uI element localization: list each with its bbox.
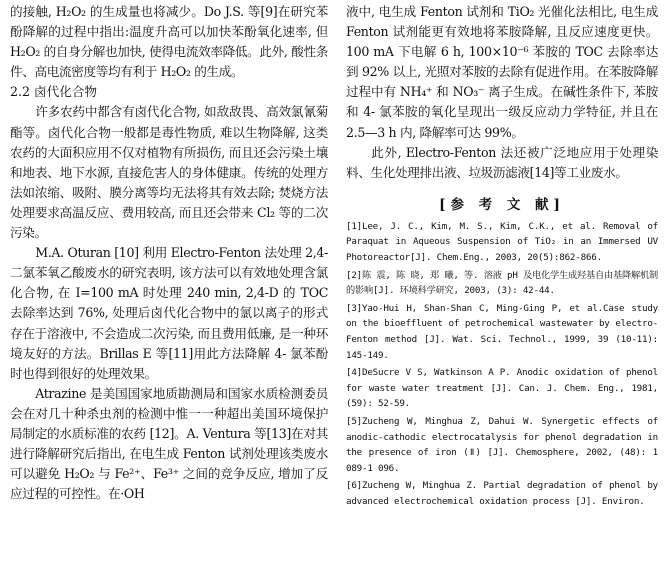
paragraph-halogenated-pesticides: 许多农药中都含有卤代化合物, 如敌敌畏、高效氯氰菊酯等。卤代化合物一般都是毒性物质, 难以生物降解, 这类农药的大面积应用不仅对植物有所损伤, 而且还会污染土壤和地表、地下水源, 直接危害人的身体健康。传统的处理方法如浓缩、吸附、膜分离等均无法将其有效去除; 焚烧方法处理要求高温反应、费用较高, 而且还会带来 Cl₂ 等的二次污染。	[10, 104, 328, 241]
right-column	[346, 2, 658, 512]
paragraph-oturan-study: M.A. Oturan [10] 利用 Electro-Fenton 法处理 2,4- 二氯苯氧乙酸废水的研究表明, 该方法可以有效地处理含氯化合物, 在 I=100 mA 时处理 240 min, 2,4-D 的 TOC 去除率达到 76%, 处理后卤代化合物中的氯以离子的形式存在于溶液中, 不会造成二次污染, 而且费用低廉, 是一种环境友好的方法。Brillas E 等[11]用此方法降解 4- 氯苯酚时也得到很好的处理效果。	[10, 245, 328, 381]
reference-item: [2]陈 震, 陈 晓, 郑 曦, 等. 溶液 pH 及电化学生成羟基自由基降解机制的影响[J]. 环境科学研究, 2003, (3): 42-44.	[346, 269, 658, 297]
left-column	[10, 2, 328, 504]
reference-item: [1]Lee, J. C., Kim, M. S., Kim, C.K., et al. Removal of Paraquat in Aqueous Suspension of TiO₂ in an Immersed UV Photoreactor[J]. Chem.Eng., 2003, 20(5):862-866.	[346, 220, 658, 264]
section-heading-halogenated-compounds: 2.2 卤代化合物	[10, 84, 98, 100]
paragraph-industrial-applications: 此外, Electro-Fenton 法还被广泛地应用于处理染料、生化处理排出液、垃圾沥滤液[14]等工业废水。	[346, 144, 658, 180]
references-title: [参 考 文 献]	[439, 196, 565, 213]
paragraph-aniline-degradation: 液中, 电生成 Fenton 试剂和 TiO₂ 光催化法相比, 电生成 Fenton 试剂能更有效地将苯胺降解, 且反应速度更快。100 mA 下电解 6 h, 100×10⁻⁶ 苯胺的 TOC 去除率达到 92% 以上, 光照对苯胺的去除有促进作用。在苯胺降解过程中有 NH₄⁺ 和 NO₃⁻ 离子生成。在碱性条件下, 苯胺和 4- 氯苯胺的氧化呈现出一级反应动力学特征, 并且在 2.5—3 h 内, 降解率可达 99%。	[346, 4, 658, 140]
reference-item: [6]Zucheng W, Minghua Z. Partial degradation of phenol by advanced electrochemical oxidation process [J]. Environ.	[346, 480, 658, 507]
reference-item: [5]Zucheng W, Minghua Z, Dahui W. Synergetic effects of anodic-cathodic electrocatalysis for phenol degradation in the presence of iron (Ⅱ) [J]. Chemosphere, 2002, (48): 1 089-1 096.	[346, 415, 658, 474]
paragraph-h2o2-generation: 的接触, H₂O₂ 的生成量也将减少。Do J.S. 等[9]在研究苯酚降解的过程中指出:温度升高可以加快苯酚氧化速率, 但 H₂O₂ 的自身分解也加快, 使得电流效率降低。此外, 酸性条件、高电流密度等均有利于 H₂O₂ 的生成。	[10, 4, 328, 80]
references-list	[346, 219, 658, 510]
paragraph-atrazine: Atrazine 是美国国家地质勘测局和国家水质检测委员会在对几十种杀虫剂的检测中惟一一种超出美国环境保护局制定的水质标准的农药 [12]。A. Ventura 等[13]在对其进行降解研究后指出, 在电生成 Fenton 试剂处理该类废水可以避免 H₂O₂ 与 Fe²⁺、Fe³⁺ 之间的竞争反应, 增加了反应过程的可控性。在·OH	[10, 385, 328, 502]
reference-item: [4]DeSucre V S, Watkinson A P. Anodic oxidation of phenol for waste water treatment [J]. Can. J. Chem. Eng., 1981, (59): 52-59.	[346, 367, 658, 410]
reference-item: [3]Yao-Hui H, Shan-Shan C, Ming-Ging P, et al.Case study on the bioeffluent of petrochemical wastewater by electro-Fenton method [J]. Wat. Sci. Technol., 1999, 39 (10-11): 145-149.	[346, 302, 658, 361]
